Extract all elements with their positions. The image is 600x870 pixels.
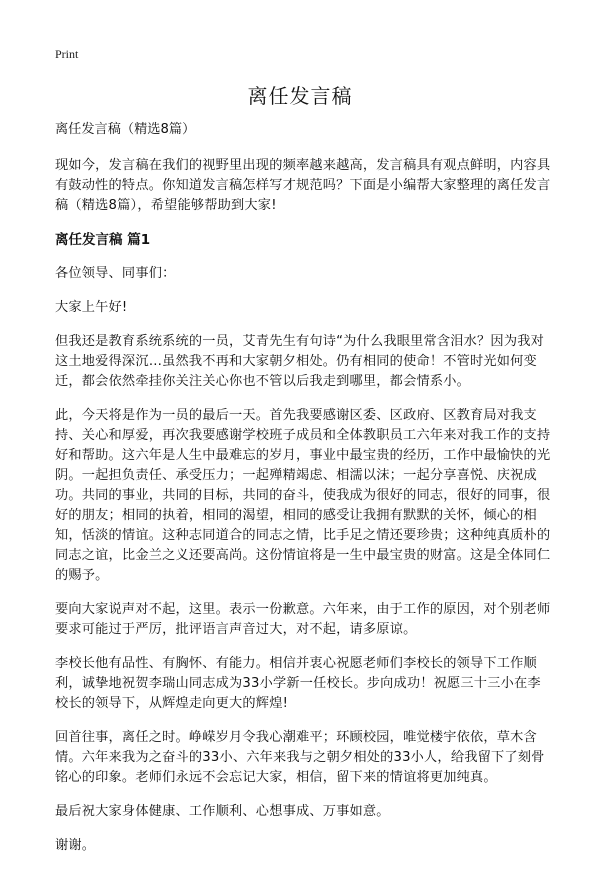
page-title: 离任发言稿 [247, 84, 353, 108]
document-subtitle: 离任发言稿（精选8篇） [55, 122, 196, 137]
closing-thanks: 谢谢。 [55, 838, 96, 853]
body-paragraph: 此，今天将是作为一员的最后一天。首先我要感谢区委、区政府、区教育局对我支持、关心和厚爱，再次我要感谢学校班子成员和全体教职员工六年来对我工作的支持好和帮助。这六年是人生中最难忘的岁月，事业中最宝贵的经历，工作中最愉快的光阴。一起担负责任、承受压力；一起殚精竭虑、相濡以沫；一起分享喜悦、庆祝成功。共同的事业，共同的目标，共同的奋斗，使我成为很好的同志，很好的同事，很好的朋友；相同的执着，相同的渴望，相同的感受让我拥有默默的关怀，倾心的相知，恬淡的情谊。这种志同道合的同志之情，比手足之情还要珍贵；这种纯真质朴的同志之谊，比金兰之义还要高尚。这份情谊将是一生中最宝贵的财富。这是全体同仁的赐予。 [55, 408, 551, 583]
body-paragraph: 李校长他有品性、有胸怀、有能力。相信并衷心祝愿老师们李校长的领导下工作顺利，诚挚地祝贺李瑞山同志成为33小学新一任校长。步向成功！祝愿三十三小在李校长的领导下，从辉煌走向更大的辉煌! [55, 656, 541, 711]
section-heading: 离任发言稿 篇1 [55, 232, 151, 248]
intro-paragraph: 现如今，发言稿在我们的视野里出现的频率越来越高，发言稿具有观点鲜明，内容具有鼓动性的特点。你知道发言稿怎样写才规范吗？下面是小编帮大家整理的离任发言稿（精选8篇），希望能够帮助到大家! [55, 158, 551, 213]
body-paragraph: 但我还是教育系统系统的一员，艾青先生有句诗“为什么我眼里常含泪水？因为我对这土地爱得深沉…虽然我不再和大家朝夕相处。仍有相同的使命！不管时光如何变迁，都会依然牵挂你关注关心你也不管以后我走到哪里，都会情系小。 [55, 334, 544, 389]
body-paragraph: 回首往事，离任之时。峥嵘岁月令我心潮难平；环顾校园，唯觉楼宇依依，草木含情。六年来我为之奋斗的33小、六年来我与之朝夕相处的33小人，给我留下了刻骨铭心的印象。老师们永远不会忘记大家，相信，留下来的情谊将更加纯真。 [55, 730, 545, 785]
closing-wishes: 最后祝大家身体健康、工作顺利、心想事成、万事如意。 [55, 804, 390, 819]
body-paragraph: 要向大家说声对不起，这里。表示一份歉意。六年来，由于工作的原因，对个别老师要求可能过于严厉，批评语言声音过大，对不起，请多原谅。 [55, 602, 551, 637]
print-label[interactable]: Print [55, 47, 79, 61]
morning-greeting: 大家上午好! [55, 300, 128, 315]
document-body [55, 120, 553, 870]
greeting-paragraph: 各位领导、同事们： [55, 266, 176, 281]
